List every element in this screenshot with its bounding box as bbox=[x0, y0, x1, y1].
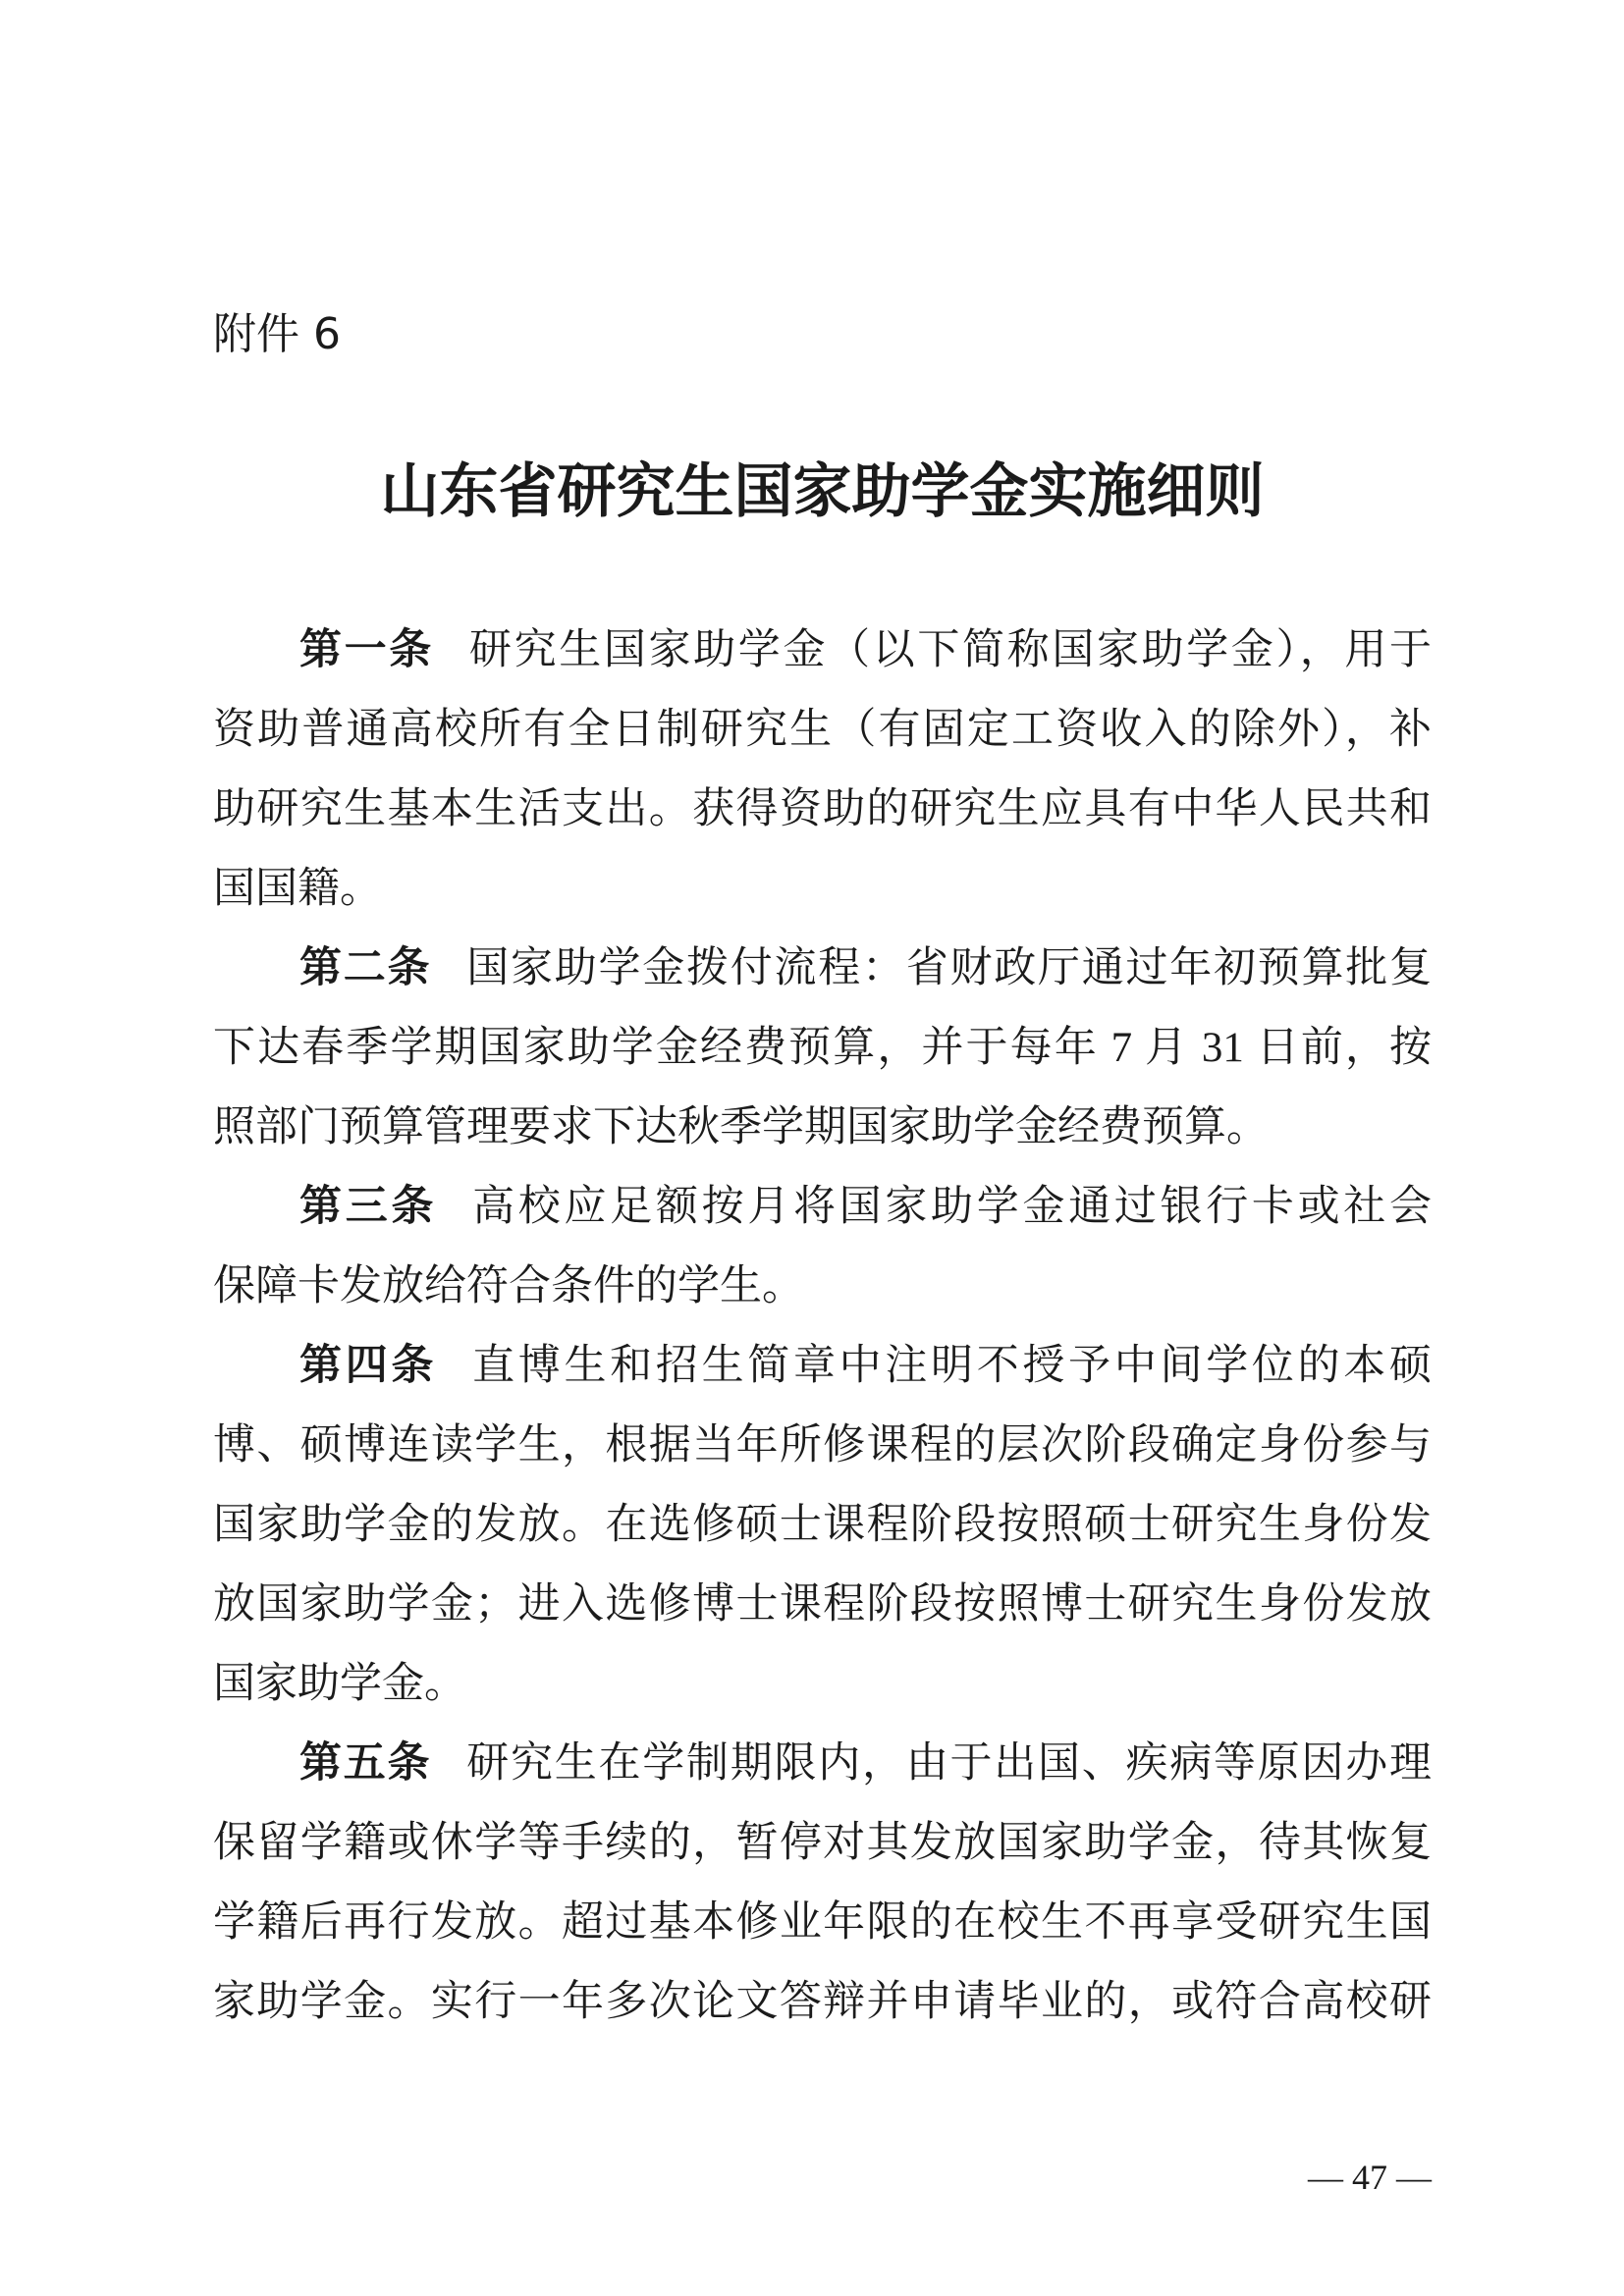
page-number: — 47 — bbox=[1308, 2158, 1432, 2197]
document-body bbox=[213, 611, 1432, 2042]
article-line: 国家助学金。 bbox=[213, 1661, 466, 1707]
article-heading: 第四条 bbox=[299, 1341, 438, 1390]
article-line: 保障卡发放给符合条件的学生。 bbox=[213, 1263, 804, 1309]
article-3 bbox=[213, 1167, 1432, 1326]
document-title: 山东省研究生国家助学金实施细则 bbox=[380, 457, 1265, 526]
article-4 bbox=[213, 1326, 1432, 1724]
article-line: 照部门预算管理要求下达秋季学期国家助学金经费预算。 bbox=[213, 1104, 1269, 1150]
article-2 bbox=[213, 929, 1432, 1167]
article-text: 高校应足额按月将国家助学金通过银行卡或社会 bbox=[472, 1184, 1432, 1230]
article-1 bbox=[213, 611, 1432, 929]
article-line bbox=[213, 1724, 1432, 1803]
article-text: 研究生国家助学金（以下简称国家助学金），用于 bbox=[468, 627, 1432, 673]
article-line bbox=[213, 929, 1432, 1008]
article-text: 研究生在学制期限内，由于出国、疾病等原因办理 bbox=[466, 1740, 1432, 1787]
article-line: 学籍后再行发放。超过基本修业年限的在校生不再享受研究生国 bbox=[213, 1899, 1432, 1946]
attachment-label: 附件 6 bbox=[213, 309, 341, 359]
article-line bbox=[213, 611, 1432, 690]
article-line bbox=[213, 1326, 1432, 1406]
article-text: 国家助学金拨付流程：省财政厅通过年初预算批复 bbox=[466, 945, 1432, 991]
article-heading: 第三条 bbox=[299, 1182, 438, 1231]
article-line: 国家助学金的发放。在选修硕士课程阶段按照硕士研究生身份发 bbox=[213, 1502, 1432, 1548]
article-text: 直博生和招生简章中注明不授予中间学位的本硕 bbox=[472, 1343, 1432, 1389]
article-line: 资助普通高校所有全日制研究生（有固定工资收入的除外），补 bbox=[213, 707, 1432, 753]
article-line: 保留学籍或休学等手续的，暂停对其发放国家助学金，待其恢复 bbox=[213, 1820, 1432, 1866]
article-line: 助研究生基本生活支出。获得资助的研究生应具有中华人民共和 bbox=[213, 786, 1432, 832]
article-line: 博、硕博连读学生，根据当年所修课程的层次阶段确定身份参与 bbox=[213, 1422, 1432, 1468]
article-heading: 第五条 bbox=[299, 1738, 432, 1788]
article-line bbox=[213, 1167, 1432, 1247]
article-line: 家助学金。实行一年多次论文答辩并申请毕业的，或符合高校研 bbox=[213, 1979, 1432, 2025]
article-line: 放国家助学金；进入选修博士课程阶段按照博士研究生身份发放 bbox=[213, 1581, 1432, 1628]
article-line: 下达春季学期国家助学金经费预算，并于每年 7 月 31 日前，按 bbox=[213, 1025, 1432, 1071]
article-heading: 第一条 bbox=[299, 625, 434, 674]
article-line: 国国籍。 bbox=[213, 866, 382, 912]
article-5 bbox=[213, 1724, 1432, 2042]
article-heading: 第二条 bbox=[299, 943, 432, 992]
